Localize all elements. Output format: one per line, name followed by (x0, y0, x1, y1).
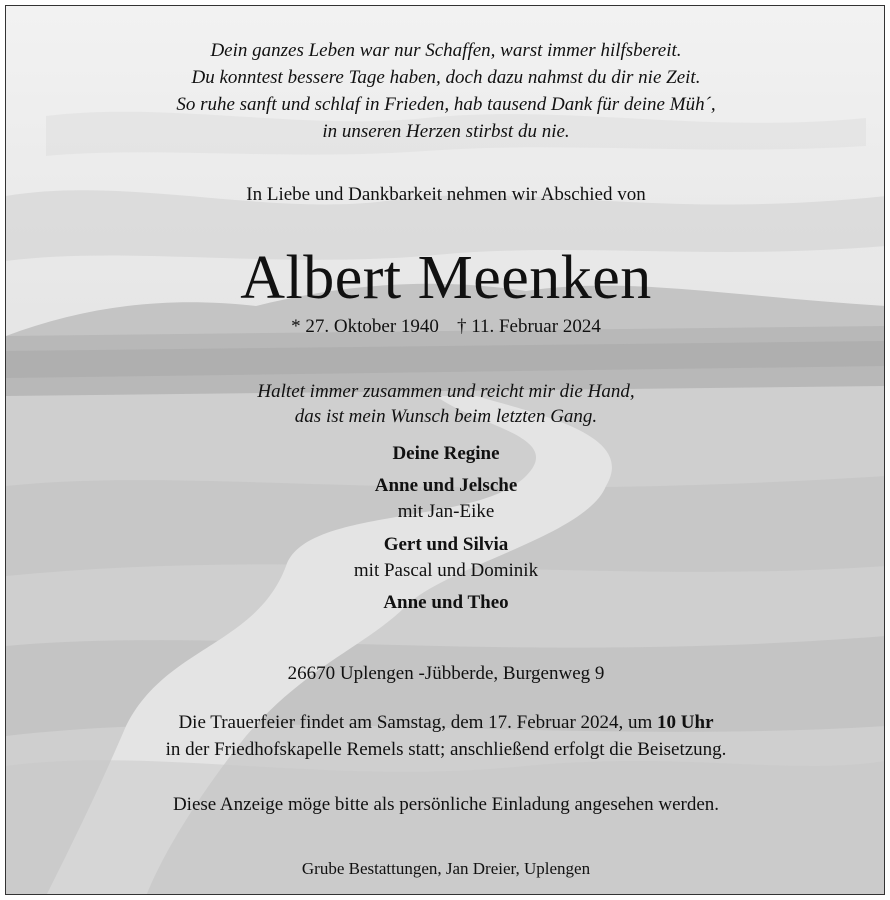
poem-line: So ruhe sanft und schlaf in Frieden, hab tausend Dank für deine Müh´, (176, 94, 716, 115)
family-member-sub: mit Jan-Eike (397, 501, 495, 522)
service-line (6, 711, 885, 735)
family-member: Anne und Theo (383, 592, 509, 613)
family-member-sub: mit Pascal und Dominik (353, 560, 539, 581)
verse-line: das ist mein Wunsch beim letzten Gang. (294, 406, 598, 427)
family-member: Deine Regine (392, 443, 500, 464)
verse-line: Haltet immer zusammen und reicht mir die Hand, (257, 381, 635, 402)
poem-line: Dein ganzes Leben war nur Schaffen, warst immer hilfsbereit. (210, 40, 682, 61)
death-date: † 11. Februar 2024 (456, 316, 601, 337)
service-time: 10 Uhr (657, 712, 714, 733)
undertaker: Grube Bestattungen, Jan Dreier, Uplengen (301, 859, 591, 878)
service-line-2: in der Friedhofskapelle Remels statt; anschließend erfolgt die Beisetzung. (165, 739, 727, 760)
poem-line: Du konntest bessere Tage haben, doch dazu nahmst du dir nie Zeit. (191, 67, 701, 88)
service-text: Die Trauerfeier findet am Samstag, dem 17. Februar 2024, um (178, 712, 658, 733)
family-member: Gert und Silvia (383, 534, 509, 555)
poem-line: in unseren Herzen stirbst du nie. (322, 121, 570, 142)
life-dates (6, 315, 885, 339)
address: 26670 Uplengen -Jübberde, Burgenweg 9 (287, 663, 605, 684)
deceased-name: Albert Meenken (240, 244, 652, 312)
invitation-text: Diese Anzeige möge bitte als persönliche Einladung angesehen werden. (172, 794, 720, 815)
obituary-notice (5, 5, 885, 895)
intro-text: In Liebe und Dankbarkeit nehmen wir Abschied von (246, 184, 646, 205)
family-member: Anne und Jelsche (374, 475, 518, 496)
birth-date: * 27. Oktober 1940 (291, 316, 439, 337)
